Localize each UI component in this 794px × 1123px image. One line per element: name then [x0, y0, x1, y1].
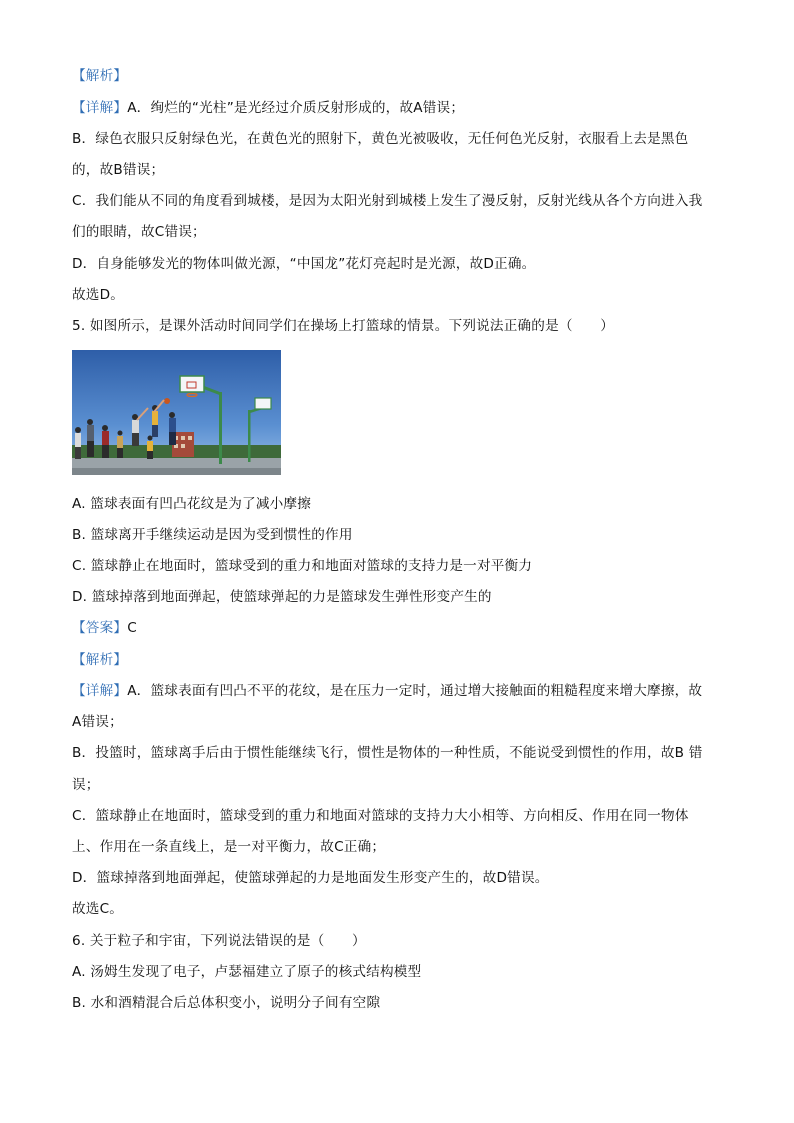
detail2-line-a2: A错误； [72, 714, 123, 730]
detail2-line-c1: C．篮球静止在地面时，篮球受到的重力和地面对篮球的支持力大小相等、方向相反、作用在同一物体 [72, 808, 689, 824]
detail2-line-c2: 上、作用在一条直线上，是一对平衡力，故C正确； [72, 839, 386, 855]
option-c: C. 篮球静止在地面时，篮球受到的重力和地面对篮球的支持力是一对平衡力 [72, 558, 533, 574]
basketball-photo [72, 350, 281, 475]
conclusion-line-2: 故选C。 [72, 901, 124, 917]
detail-line-a [72, 99, 722, 117]
option-d: D. 篮球掉落到地面弹起，使篮球弹起的力是篮球发生弹性形变产生的 [72, 589, 492, 605]
option-a: A. 篮球表面有凹凸花纹是为了减小摩擦 [72, 496, 312, 512]
detail2-line-d: D．篮球掉落到地面弹起，使篮球弹起的力是地面发生形变产生的，故D错误。 [72, 870, 549, 886]
answer-value: C [127, 620, 137, 636]
detail-line-d: D．自身能够发光的物体叫做光源，“中国龙”花灯亮起时是光源，故D正确。 [72, 256, 536, 272]
detail-tag-2: 【详解】 [72, 683, 128, 699]
detail-line-b1: B．绿色衣服只反射绿色光，在黄色光的照射下，黄色光被吸收，无任何色光反射，衣服看上去是黑色 [72, 131, 689, 147]
detail-line-c2: 们的眼睛，故C错误； [72, 224, 206, 240]
analysis-heading [72, 67, 722, 85]
answer-tag: 【答案】 [72, 620, 128, 636]
conclusion-line: 故选D。 [72, 287, 125, 303]
question-5: 5. 如图所示，是课外活动时间同学们在操场上打篮球的情景。下列说法正确的是（ ） [72, 318, 615, 334]
answer-line [72, 619, 722, 637]
detail2-line-a1 [72, 682, 722, 700]
question-6: 6. 关于粒子和宇宙，下列说法错误的是（ ） [72, 933, 366, 949]
detail2-text-a: A．篮球表面有凹凸不平的花纹，是在压力一定时，通过增大接触面的粗糙程度来增大摩擦，故 [127, 683, 703, 699]
q6-option-a: A. 汤姆生发现了电子，卢瑟福建立了原子的核式结构模型 [72, 964, 422, 980]
detail2-line-b1: B．投篮时，篮球离手后由于惯性能继续飞行，惯性是物体的一种性质，不能说受到惯性的作用，故B 错 [72, 745, 703, 761]
q6-option-b: B. 水和酒精混合后总体积变小，说明分子间有空隙 [72, 995, 381, 1011]
detail-line-b2: 的，故B错误； [72, 162, 165, 178]
detail-text: A．绚烂的“光柱”是光经过介质反射形成的，故A错误； [127, 100, 465, 116]
detail-tag: 【详解】 [72, 100, 128, 116]
analysis-heading-2 [72, 651, 722, 669]
basketball-scene-image [72, 350, 281, 475]
option-b: B. 篮球离开手继续运动是因为受到惯性的作用 [72, 527, 353, 543]
detail2-line-b2: 误； [72, 777, 100, 793]
detail-line-c1: C．我们能从不同的角度看到城楼，是因为太阳光射到城楼上发生了漫反射，反射光线从各个方向进入我 [72, 193, 703, 209]
analysis-tag-2: 【解析】 [72, 652, 128, 668]
analysis-tag: 【解析】 [72, 68, 128, 84]
